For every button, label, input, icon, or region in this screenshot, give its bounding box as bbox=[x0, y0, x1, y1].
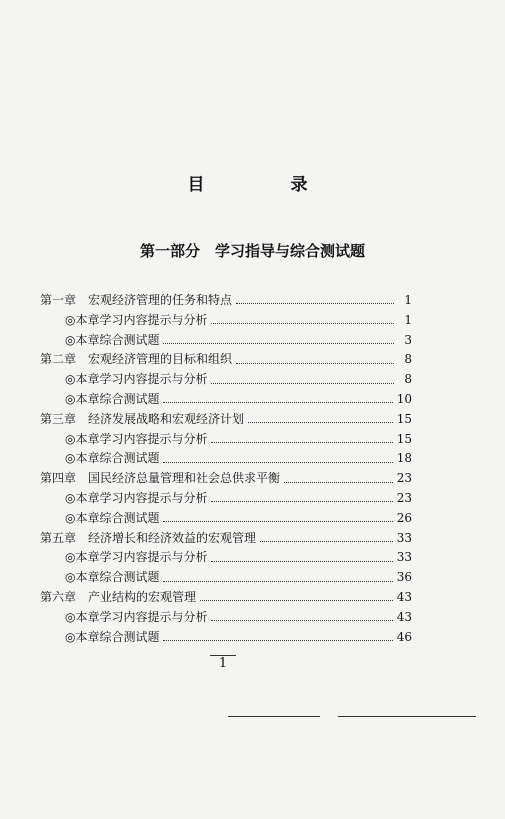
toc-chapter-entry[interactable] bbox=[40, 410, 412, 430]
toc-entry-label: 第三章 经济发展战略和宏观经济计划 bbox=[40, 411, 245, 426]
toc-page-number: 36 bbox=[396, 570, 412, 585]
toc-page-number: 33 bbox=[396, 530, 412, 545]
toc-page-number: 15 bbox=[396, 411, 412, 426]
toc-page-number: 18 bbox=[396, 451, 412, 466]
dot-leader bbox=[200, 600, 393, 601]
scan-artifact-line bbox=[338, 716, 476, 717]
toc-entry-label: ◎本章综合测试题 bbox=[65, 510, 160, 525]
toc-entry-label: ◎本章学习内容提示与分析 bbox=[65, 550, 208, 565]
toc-entry-label: 第五章 经济增长和经济效益的宏观管理 bbox=[40, 530, 257, 545]
toc-subentry[interactable] bbox=[40, 311, 412, 331]
table-of-contents bbox=[40, 291, 412, 647]
toc-page-number: 33 bbox=[396, 550, 412, 565]
dot-leader bbox=[163, 402, 392, 403]
toc-subentry[interactable] bbox=[40, 489, 412, 509]
toc-entry-label: ◎本章综合测试题 bbox=[65, 332, 160, 347]
toc-entry-label: ◎本章综合测试题 bbox=[65, 629, 160, 644]
toc-entry-label: ◎本章学习内容提示与分析 bbox=[65, 490, 208, 505]
dot-leader bbox=[236, 303, 394, 304]
toc-entry-label: ◎本章学习内容提示与分析 bbox=[65, 431, 208, 446]
scan-artifact-line bbox=[228, 716, 320, 717]
dot-leader bbox=[211, 620, 392, 621]
toc-subentry[interactable] bbox=[40, 331, 412, 351]
dot-leader bbox=[236, 363, 394, 364]
toc-page-number: 23 bbox=[396, 471, 412, 486]
dot-leader bbox=[211, 383, 394, 384]
part-heading: 第一部分 学习指导与综合测试题 bbox=[139, 242, 365, 260]
toc-entry-label: ◎本章综合测试题 bbox=[65, 570, 160, 585]
toc-page-number: 26 bbox=[396, 510, 412, 525]
toc-page-number: 23 bbox=[396, 490, 412, 505]
toc-page-number: 43 bbox=[396, 589, 412, 604]
dot-leader bbox=[163, 343, 394, 344]
toc-subentry[interactable] bbox=[40, 608, 412, 628]
dot-leader bbox=[163, 521, 392, 522]
toc-page-number: 15 bbox=[396, 431, 412, 446]
dot-leader bbox=[260, 541, 393, 542]
toc-entry-label: ◎本章综合测试题 bbox=[65, 391, 160, 406]
dot-leader bbox=[211, 501, 392, 502]
toc-entry-label: 第四章 国民经济总量管理和社会总供求平衡 bbox=[40, 471, 281, 486]
toc-subentry[interactable] bbox=[40, 390, 412, 410]
toc-subentry[interactable] bbox=[40, 370, 412, 390]
dot-leader bbox=[211, 442, 392, 443]
toc-page-number: 1 bbox=[404, 312, 412, 327]
toc-entry-label: 第二章 宏观经济管理的目标和组织 bbox=[40, 352, 233, 367]
page-number: 1 bbox=[210, 655, 236, 672]
toc-page-number: 3 bbox=[404, 332, 412, 347]
dot-leader bbox=[163, 640, 392, 641]
toc-chapter-entry[interactable] bbox=[40, 350, 412, 370]
toc-subentry[interactable] bbox=[40, 449, 412, 469]
toc-title: 目 录 bbox=[187, 175, 348, 195]
toc-entry-label: ◎本章综合测试题 bbox=[65, 451, 160, 466]
dot-leader bbox=[211, 561, 392, 562]
toc-subentry[interactable] bbox=[40, 509, 412, 529]
toc-entry-label: ◎本章学习内容提示与分析 bbox=[65, 312, 208, 327]
toc-chapter-entry[interactable] bbox=[40, 588, 412, 608]
toc-page-number: 1 bbox=[404, 293, 412, 307]
toc-page-number: 43 bbox=[396, 609, 412, 624]
dot-leader bbox=[248, 422, 393, 423]
toc-entry-label: 第六章 产业结构的宏观管理 bbox=[40, 589, 197, 604]
toc-subentry[interactable] bbox=[40, 430, 412, 450]
toc-chapter-entry[interactable] bbox=[40, 469, 412, 489]
dot-leader bbox=[163, 581, 392, 582]
toc-chapter-entry[interactable] bbox=[40, 529, 412, 549]
dot-leader bbox=[163, 462, 392, 463]
toc-page-number: 8 bbox=[404, 372, 412, 387]
toc-page-number: 8 bbox=[404, 352, 412, 367]
dot-leader bbox=[211, 323, 394, 324]
toc-entry-label: ◎本章学习内容提示与分析 bbox=[65, 372, 208, 387]
toc-entry-label: 第一章 宏观经济管理的任务和特点 bbox=[40, 293, 233, 307]
toc-subentry[interactable] bbox=[40, 568, 412, 588]
toc-page-number: 10 bbox=[396, 391, 412, 406]
toc-page-number: 46 bbox=[396, 629, 412, 644]
dot-leader bbox=[284, 482, 393, 483]
toc-entry-label: ◎本章学习内容提示与分析 bbox=[65, 609, 208, 624]
toc-chapter-entry[interactable] bbox=[40, 291, 412, 311]
toc-subentry[interactable] bbox=[40, 548, 412, 568]
toc-subentry[interactable] bbox=[40, 628, 412, 648]
